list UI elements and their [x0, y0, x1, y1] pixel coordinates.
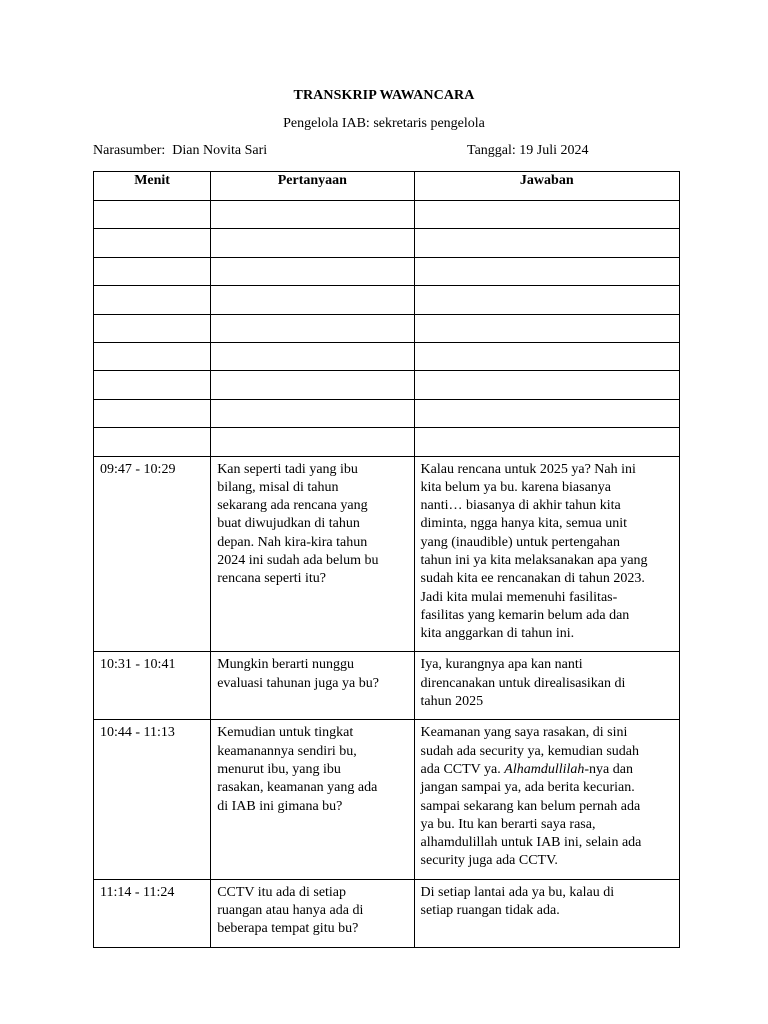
- tanggal-label: Tanggal: 19 Juli 2024: [467, 143, 589, 158]
- header-menit: Menit: [94, 172, 211, 201]
- table-header-row: [94, 172, 680, 201]
- menit-cell: [94, 456, 211, 652]
- table-cell: [94, 399, 211, 427]
- document-meta: [93, 143, 693, 163]
- table-cell: [94, 201, 211, 229]
- table-cell: [211, 201, 414, 229]
- header-jawaban: Jawaban: [414, 172, 679, 201]
- table-cell: [211, 286, 414, 314]
- menit-text: 10:44 - 11:13: [100, 725, 175, 741]
- table-cell: [211, 229, 414, 257]
- table-row-empty: [94, 371, 680, 399]
- pertanyaan-cell: [211, 879, 414, 947]
- table-row: [94, 652, 680, 720]
- table-row-empty: [94, 229, 680, 257]
- menit-cell: [94, 879, 211, 947]
- menit-cell: [94, 652, 211, 720]
- header-pertanyaan: Pertanyaan: [211, 172, 414, 201]
- pertanyaan-text: CCTV itu ada di setiap ruangan atau hanya ada di beberapa tempat gitu bu?: [217, 884, 364, 937]
- table-row-empty: [94, 342, 680, 370]
- table-cell: [211, 371, 414, 399]
- jawaban-text-part2: -nya dan jangan sampai ya, ada berita kecurian. sampai sekarang kan belum pernah ada ya bu. Itu kan berarti saya rasa, alhamdulillah untuk IAB ini, selain ada security juga ada CCTV.: [420, 761, 642, 869]
- table-cell: [211, 257, 414, 285]
- menit-text: 10:31 - 10:41: [100, 657, 176, 673]
- table-row: [94, 720, 680, 879]
- pertanyaan-text: Kemudian untuk tingkat keamanannya sendiri bu, menurut ibu, yang ibu rasakan, keamanan yang ada di IAB ini gimana bu?: [217, 725, 378, 814]
- table-cell: [94, 428, 211, 456]
- table-row: [94, 879, 680, 947]
- jawaban-cell: [414, 720, 679, 879]
- transcript-table: [93, 171, 680, 948]
- menit-cell: [94, 720, 211, 879]
- table-cell: [414, 399, 679, 427]
- jawaban-cell: [414, 456, 679, 652]
- pertanyaan-cell: [211, 456, 414, 652]
- table-cell: [94, 286, 211, 314]
- document-title: TRANSKRIP WAWANCARA: [293, 88, 475, 103]
- table-cell: [94, 342, 211, 370]
- table-row-empty: [94, 286, 680, 314]
- table-cell: [414, 286, 679, 314]
- table-row: [94, 456, 680, 652]
- table-cell: [414, 257, 679, 285]
- pertanyaan-cell: [211, 652, 414, 720]
- table-cell: [414, 342, 679, 370]
- table-row-empty: [94, 257, 680, 285]
- jawaban-text-italic: Alhamdullilah: [504, 761, 585, 777]
- table-cell: [414, 314, 679, 342]
- table-row-empty: [94, 201, 680, 229]
- jawaban-text: Di setiap lantai ada ya bu, kalau di setiap ruangan tidak ada.: [420, 884, 615, 919]
- table-cell: [94, 257, 211, 285]
- table-cell: [94, 371, 211, 399]
- menit-text: 11:14 - 11:24: [100, 884, 175, 900]
- table-cell: [211, 342, 414, 370]
- document-subtitle: Pengelola IAB: sekretaris pengelola: [283, 116, 485, 131]
- menit-text: 09:47 - 10:29: [100, 461, 176, 477]
- pertanyaan-cell: [211, 720, 414, 879]
- jawaban-text: Iya, kurangnya apa kan nanti direncanakan untuk direalisasikan di tahun 2025: [420, 657, 626, 710]
- jawaban-text: Kalau rencana untuk 2025 ya? Nah ini kita belum ya bu. karena biasanya nanti… biasanya di akhir tahun kita diminta, ngga hanya kita, semua unit yang (inaudible) untuk pertengahan tahun ini ya kita melaksanakan apa yang sudah kita ee rencanakan di tahun 2023. Jadi kita mulai memenuhi fasilitas- fasilitas yang kemarin belum ada dan kita anggarkan di tahun ini.: [420, 461, 648, 642]
- pertanyaan-text: Mungkin berarti nunggu evaluasi tahunan juga ya bu?: [217, 657, 379, 691]
- table-cell: [414, 229, 679, 257]
- pertanyaan-text: Kan seperti tadi yang ibu bilang, misal di tahun sekarang ada rencana yang buat diwujudkan di tahun depan. Nah kira-kira tahun 2024 ini sudah ada belum bu rencana seperti itu?: [217, 461, 379, 587]
- table-cell: [414, 201, 679, 229]
- table-cell: [414, 428, 679, 456]
- table-cell: [414, 371, 679, 399]
- narasumber-label: Narasumber: Dian Novita Sari: [93, 143, 268, 158]
- jawaban-text-part1: Keamanan yang saya rasakan, di sini sudah ada security ya, kemudian sudah ada CCTV ya.: [420, 725, 640, 777]
- table-row-empty: [94, 428, 680, 456]
- jawaban-text: [421, 724, 673, 870]
- table-cell: [211, 428, 414, 456]
- jawaban-cell: [414, 879, 679, 947]
- table-row-empty: [94, 399, 680, 427]
- table-cell: [211, 314, 414, 342]
- table-cell: [94, 229, 211, 257]
- table-row-empty: [94, 314, 680, 342]
- table-cell: [211, 399, 414, 427]
- jawaban-cell: [414, 652, 679, 720]
- table-cell: [94, 314, 211, 342]
